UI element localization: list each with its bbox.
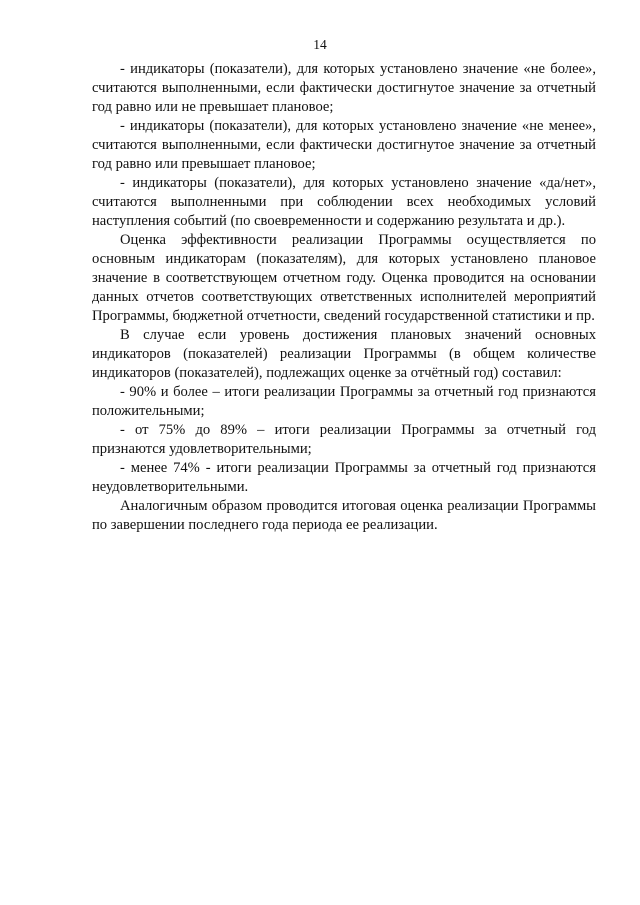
paragraph-result-positive: - 90% и более – итоги реализации Программы за отчетный год признаются положительными; — [92, 384, 596, 419]
paragraph-achievement-level: В случае если уровень достижения плановых значений основных индикаторов (показателей) реализации Программы (в общем количестве индикаторов (показателей), подлежащих оценке за отчётный год) составил: — [92, 327, 596, 381]
paragraph-efficiency-assessment: Оценка эффективности реализации Программы осуществляется по основным индикаторам (показателям), для которых установлено плановое значение в соответствующем отчетном году. Оценка проводится на основании данных отчетов соответствующих ответственных исполнителей мероприятий Программы, бюджетной отчетности, сведений государственной статистики и пр. — [92, 232, 596, 324]
paragraph-result-unsatisfactory: - менее 74% - итоги реализации Программы за отчетный год признаются неудовлетворительными. — [92, 460, 596, 495]
document-body — [92, 60, 596, 535]
paragraph-indicator-not-more: - индикаторы (показатели), для которых установлено значение «не более», считаются выполненными, если фактически достигнутое значение за отчетный год равно или не превышает плановое; — [92, 61, 596, 115]
paragraph-indicator-not-less: - индикаторы (показатели), для которых установлено значение «не менее», считаются выполненными, если фактически достигнутое значение за отчетный год равно или превышает плановое; — [92, 118, 596, 172]
paragraph-indicator-yes-no: - индикаторы (показатели), для которых установлено значение «да/нет», считаются выполненными при соблюдении всех необходимых условий наступления событий (по своевременности и содержанию результата и др.). — [92, 175, 596, 229]
paragraph-final-assessment: Аналогичным образом проводится итоговая оценка реализации Программы по завершении последнего года периода ее реализации. — [92, 498, 596, 533]
paragraph-result-satisfactory: - от 75% до 89% – итоги реализации Программы за отчетный год признаются удовлетворительными; — [92, 422, 596, 457]
page-number: 14 — [313, 37, 327, 52]
